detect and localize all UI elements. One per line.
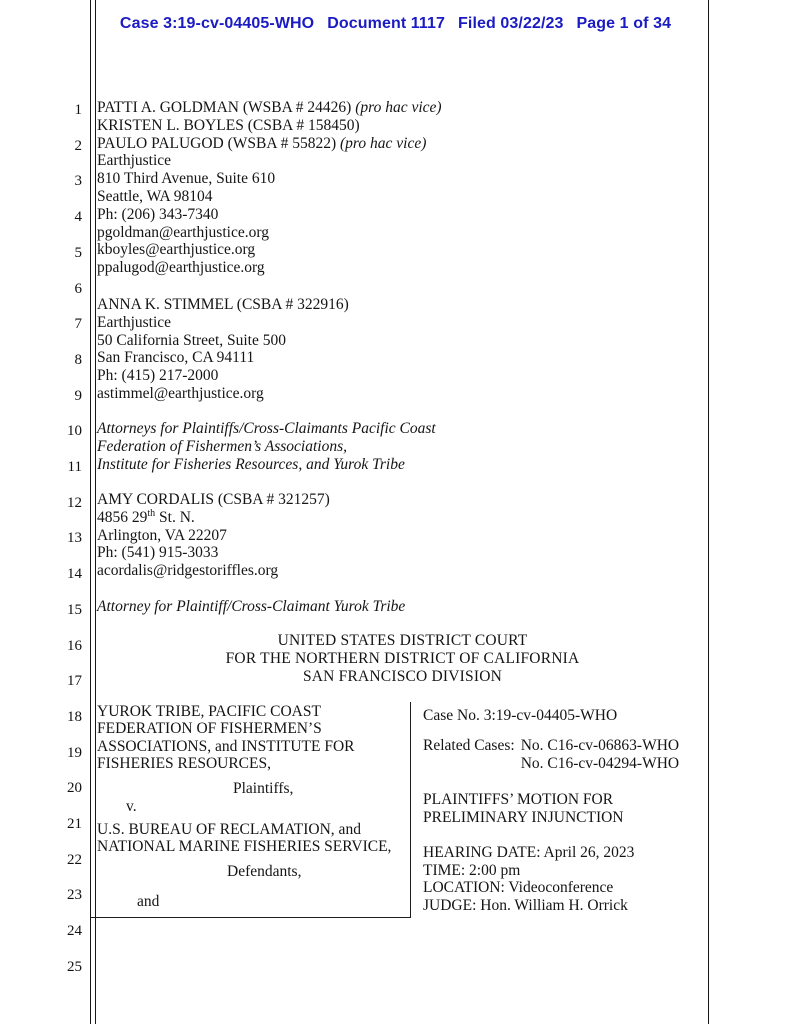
line-number: 19 xyxy=(67,744,82,761)
text-line: Ph: (206) 343-7340 xyxy=(97,205,219,223)
text-line: Institute for Fisheries Resources, and Yurok Tribe xyxy=(97,455,405,473)
text-line: PLAINTIFFS’ MOTION FOR xyxy=(423,791,614,808)
text-line: U.S. BUREAU OF RECLAMATION, and xyxy=(97,821,361,838)
text-line: FEDERATION OF FISHERMEN’S xyxy=(97,720,322,738)
line-number: 9 xyxy=(74,387,82,404)
text-line: PAULO PALUGOD (WSBA # 55822) (pro hac vice) xyxy=(97,134,427,152)
line-number: 18 xyxy=(67,708,82,725)
text-line: Ph: (541) 915-3033 xyxy=(97,544,219,562)
text-line: kboyles@earthjustice.org xyxy=(97,241,256,259)
line-number: 12 xyxy=(67,494,82,511)
text-line: UNITED STATES DISTRICT COURT xyxy=(277,632,528,649)
defendants-label: Defendants, xyxy=(227,863,302,880)
attorney-block-stimmel xyxy=(97,296,703,403)
line-number: 3 xyxy=(74,173,82,190)
text-line: Seattle, WA 98104 xyxy=(97,187,213,205)
text-line: NATIONAL MARINE FISHERIES SERVICE, xyxy=(97,838,392,856)
line-number: 14 xyxy=(67,566,82,583)
stamp-page-count: Page 1 of 34 xyxy=(576,15,672,32)
text-line: Arlington, VA 22207 xyxy=(97,526,227,544)
line-number: 25 xyxy=(67,958,82,975)
related-cases-label: Related Cases: xyxy=(423,737,515,754)
text-line: 50 California Street, Suite 500 xyxy=(97,331,286,349)
related-cases xyxy=(423,737,679,772)
text-line: astimmel@earthjustice.org xyxy=(97,384,264,402)
line-number: 1 xyxy=(74,102,82,118)
text-line: No. C16-cv-04294-WHO xyxy=(520,754,680,772)
text-line: FISHERIES RESOURCES, xyxy=(97,754,271,772)
text-line: Attorneys for Plaintiffs/Cross-Claimants Pacific Coast xyxy=(97,420,436,437)
plaintiff-names xyxy=(97,703,354,772)
text-line: YUROK TRIBE, PACIFIC COAST xyxy=(97,703,321,720)
right-margin-rule xyxy=(708,0,709,1024)
attorney-role-yurok xyxy=(97,598,703,616)
text-line: KRISTEN L. BOYLES (CSBA # 158450) xyxy=(97,116,360,134)
text-line: HEARING DATE: April 26, 2023 xyxy=(423,844,635,861)
ecf-stamp xyxy=(0,15,791,33)
text-line: AMY CORDALIS (CSBA # 321257) xyxy=(97,491,330,508)
line-number: 13 xyxy=(67,530,82,547)
text-line: FOR THE NORTHERN DISTRICT OF CALIFORNIA xyxy=(225,650,580,668)
line-number: 6 xyxy=(74,280,82,297)
versus-label: v. xyxy=(126,798,137,815)
text-line: ASSOCIATIONS, and INSTITUTE FOR xyxy=(97,737,355,755)
text-line: pgoldman@earthjustice.org xyxy=(97,223,269,241)
text-line: JUDGE: Hon. William H. Orrick xyxy=(423,897,628,915)
related-case-numbers xyxy=(521,737,679,772)
text-line: SAN FRANCISCO DIVISION xyxy=(302,668,503,686)
attorneys-role-pcffa xyxy=(97,420,703,473)
line-number: 5 xyxy=(74,244,82,261)
line-number: 23 xyxy=(67,887,82,904)
hearing-info xyxy=(423,844,634,915)
case-number: Case No. 3:19-cv-04405-WHO xyxy=(423,707,618,724)
line-number: 2 xyxy=(74,137,82,154)
line-number: 4 xyxy=(74,209,82,226)
text-line: No. C16-cv-06863-WHO xyxy=(520,737,680,754)
text-line: PRELIMINARY INJUNCTION xyxy=(423,808,624,826)
text-line: ppalugod@earthjustice.org xyxy=(97,259,265,277)
text-line: 810 Third Avenue, Suite 610 xyxy=(97,170,276,188)
stamp-case-number: Case 3:19-cv-04405-WHO xyxy=(119,15,315,32)
line-number: 24 xyxy=(67,923,82,940)
text-line: LOCATION: Videoconference xyxy=(423,879,614,897)
line-number: 20 xyxy=(67,780,82,797)
line-number: 22 xyxy=(67,851,82,868)
text-line: Ph: (415) 217-2000 xyxy=(97,367,219,385)
line-number: 11 xyxy=(67,459,82,475)
attorney-block-cordalis xyxy=(97,491,703,580)
text-line: TIME: 2:00 pm xyxy=(423,861,521,879)
motion-title xyxy=(423,791,624,827)
attorney-block-goldman xyxy=(97,99,703,277)
text-line: ANNA K. STIMMEL (CSBA # 322916) xyxy=(97,296,349,313)
line-number: 16 xyxy=(67,637,82,654)
line-number: 15 xyxy=(67,601,82,618)
line-number: 8 xyxy=(74,351,82,368)
and-label: and xyxy=(137,893,160,910)
line-number: 17 xyxy=(67,673,82,690)
text-line: Attorney for Plaintiff/Cross-Claimant Yurok Tribe xyxy=(97,598,406,615)
text-line: San Francisco, CA 94111 xyxy=(97,349,255,367)
text-line: PATTI A. GOLDMAN (WSBA # 24426) (pro hac vice) xyxy=(97,99,442,116)
court-heading xyxy=(97,632,708,687)
stamp-filed-date: Filed 03/22/23 xyxy=(458,15,564,32)
text-line: Federation of Fishermen’s Associations, xyxy=(97,437,347,455)
stamp-document-number: Document 1117 xyxy=(327,15,446,32)
line-number: 7 xyxy=(74,316,82,333)
defendant-names xyxy=(97,821,391,856)
line-number: 10 xyxy=(67,423,82,440)
text-line: Earthjustice xyxy=(97,152,172,170)
text-line: acordalis@ridgestoriffles.org xyxy=(97,562,279,580)
line-number: 21 xyxy=(67,816,82,832)
text-line: Earthjustice xyxy=(97,313,172,331)
text-line: 4856 29th St. N. xyxy=(97,507,195,526)
plaintiffs-label: Plaintiffs, xyxy=(233,780,294,797)
